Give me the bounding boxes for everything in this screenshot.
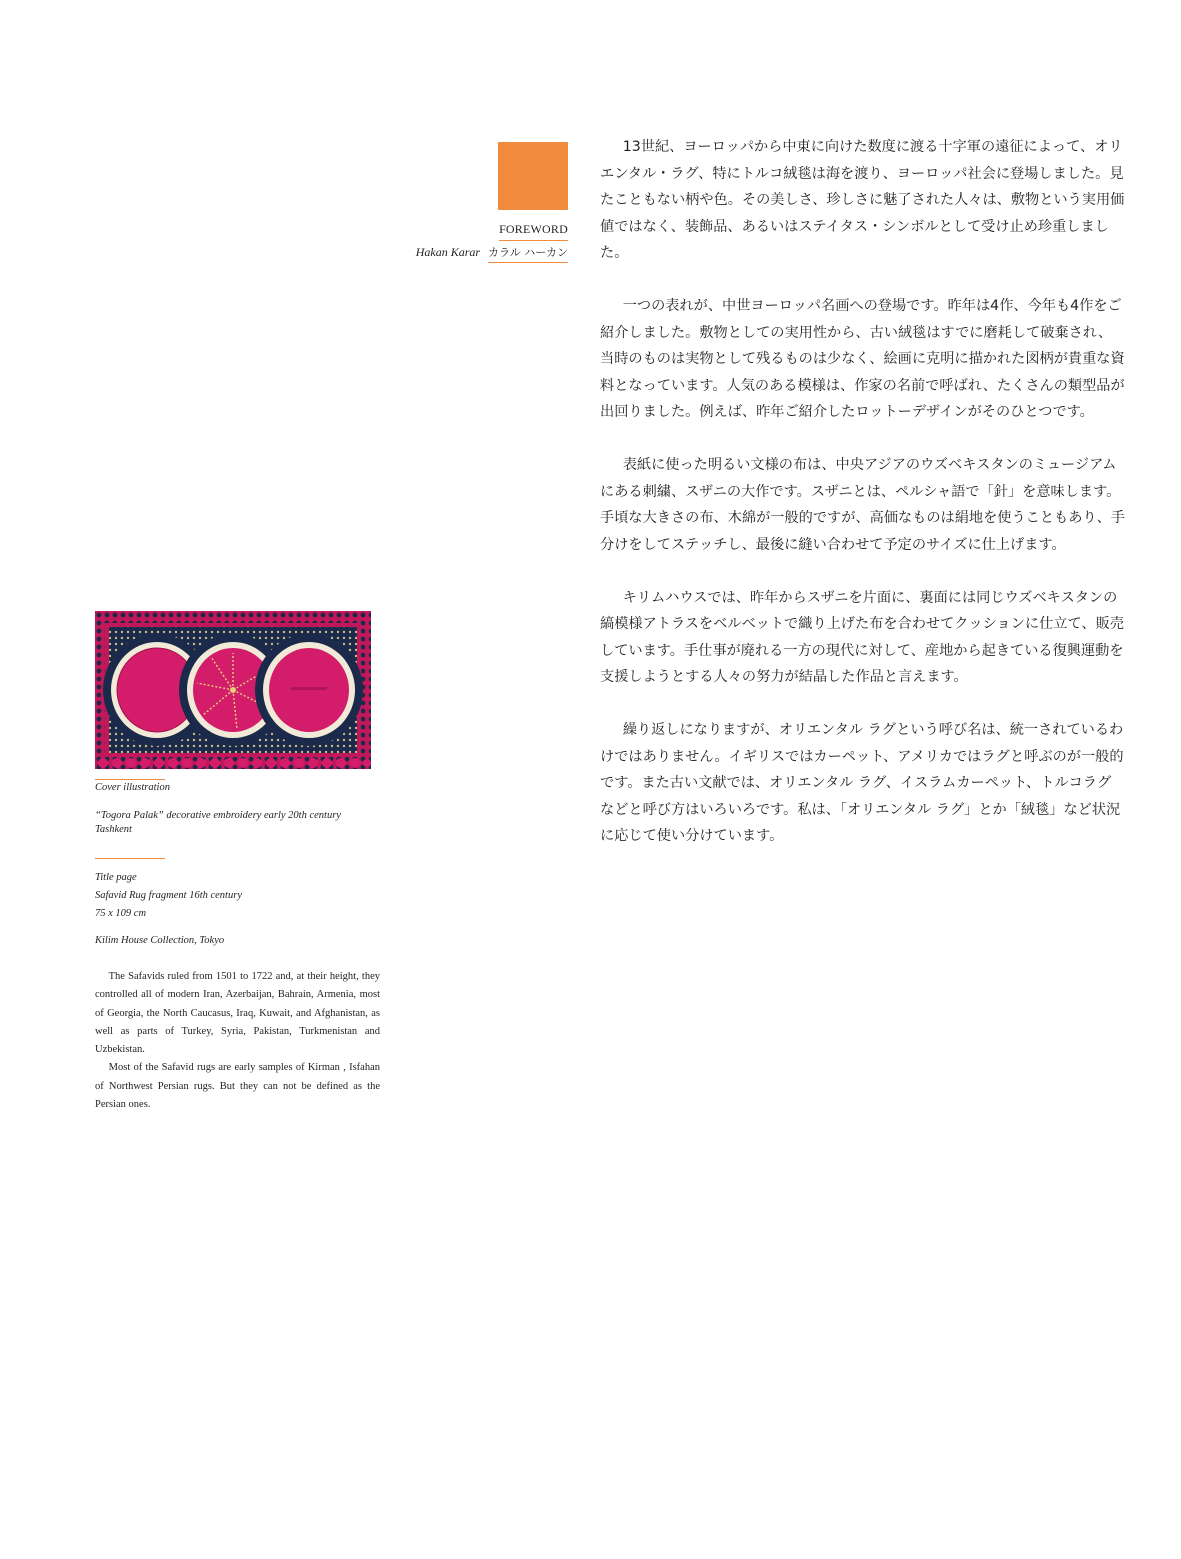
cover-caption-line: Tashkent [95,824,132,835]
title-caption-line: Safavid Rug fragment 16th century [95,890,242,901]
author-name-en: Hakan Karar [415,245,481,259]
title-page-caption [95,869,385,923]
description-paragraph: The Safavids ruled from 1501 to 1722 and, at their height, they controlled all of modern Iran, Azerbaijan, Bahrain, Armenia, most of Georgia, the North Caucasus, Iraq, Kuwait, and Afghanistan, as well as parts of Turkey, Syria, Pakistan, Turkmenistan and Uzbekistan. [95,971,380,1056]
foreword-body [600,134,1125,876]
foreword-paragraph: 一つの表れが、中世ヨーロッパ名画への登場です。昨年は4作、今年も4作をご紹介しました。敷物としての実用性から、古い絨毯はすでに磨耗して破棄され、当時のものは実物として残るものは少なく、絵画に克明に描かれた図柄が貴重な資料となっています。人気のある模様は、作家の名前で呼ばれ、たくさんの類型品が出回りました。例えば、昨年ご紹介したロットーデザインがそのひとつです。 [600,298,1125,420]
foreword-paragraph: キリムハウスでは、昨年からスザニを片面に、裏面には同じウズベキスタンの縞模様アトラスをベルベットで織り上げた布を合わせてクッションに仕立て、販売しています。手仕事が廃れる一方の現代に対して、産地から起きている復興運動を支援しようとする人々の努力が結晶した作品と言えます。 [600,589,1124,685]
title-caption-heading: Title page [95,872,137,883]
author-line [416,244,568,260]
accent-square [498,142,568,210]
caption-divider [95,779,165,780]
author-name-ja: カラル ハーカン [488,246,568,263]
description-paragraph: Most of the Safavid rugs are early samples of Kirman , Isfahan of Northwest Persian rugs. But they can not be defined as the Persian ones. [95,1062,380,1111]
cover-illustration-image [95,611,371,769]
foreword-paragraph: 表紙に使った明るい文様の布は、中央アジアのウズベキスタンのミュージアムにある刺繍、スザニの大作です。スザニとは、ペルシャ語で「針」を意味します。手頃な大きさの布、木綿が一般的ですが、高価なものは絹地を使うこともあり、手分けをしてステッチし、最後に縫い合わせて予定のサイズに仕上げます。 [600,457,1125,553]
foreword-paragraph: 繰り返しになりますが、オリエンタル ラグという呼び名は、統一されているわけではありません。イギリスではカーペット、アメリカではラグと呼ぶのが一般的です。また古い文献では、オリエンタル ラグ、イスラムカーペット、トルコラグなどと呼び方はいろいろです。私は、「オリエンタル ラグ」とか「絨毯」など状況に応じて使い分けています。 [600,722,1124,844]
foreword-paragraph: 13世紀、ヨーロッパから中東に向けた数度に渡る十字軍の遠征によって、オリエンタル・ラグ、特にトルコ絨毯は海を渡り、ヨーロッパ社会に登場しました。見たこともない柄や色。その美しさ、珍しさに魅了された人々は、敷物という実用価値ではなく、装飾品、あるいはステイタス・シンボルとして受け止め珍重しました。 [600,139,1125,261]
cover-caption-heading: Cover illustration [95,782,170,793]
collection-credit: Kilim House Collection, Tokyo [95,935,225,946]
cover-caption-line: “Togora Palak” decorative embroidery early 20th century [95,810,341,821]
caption-divider [95,858,165,859]
title-caption-line: 75 x 109 cm [95,908,147,919]
section-label: FOREWORD [499,222,568,241]
safavid-description [95,968,380,1114]
cover-caption [95,809,385,837]
